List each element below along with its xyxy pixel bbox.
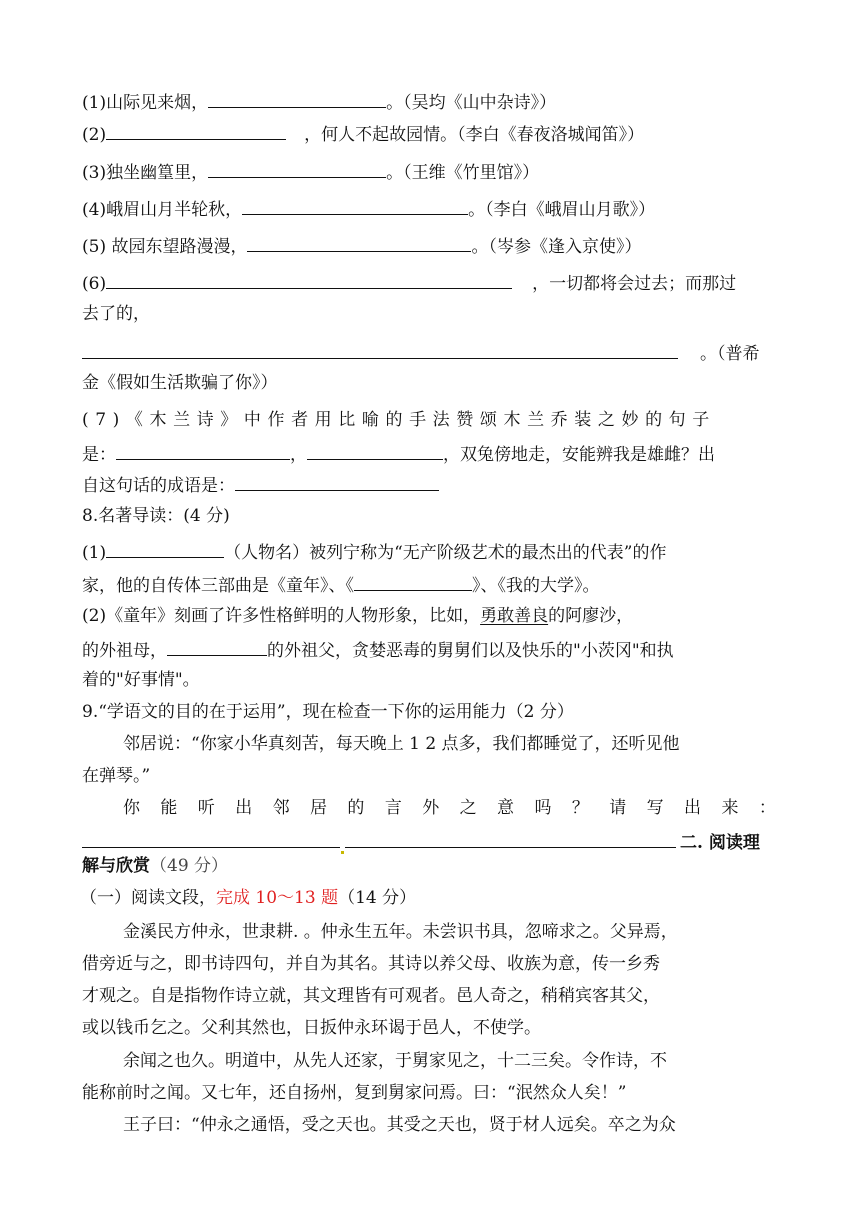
q9-answer-line [82, 829, 760, 854]
passage-p1-l3: 才观之。自是指物作诗立就，其文理皆有可观者。邑人奇之，稍稍宾客其父， [82, 986, 660, 1006]
q1-source: 。（吴均《山中杂诗》） [386, 93, 557, 113]
q5-line [82, 233, 641, 258]
q1-line [82, 89, 556, 114]
q9-para-2: 在弹琴。” [82, 766, 151, 786]
q8-2-text-c: 的外祖母， [82, 641, 167, 661]
q3-line [82, 159, 539, 184]
q8-2-line-3: 着的"好事情"。 [82, 670, 200, 690]
q2-prefix: (2) [82, 125, 107, 145]
q8-1-line-1 [82, 539, 666, 564]
q6-prefix: (6) [82, 274, 107, 294]
q4-prefix: (4)峨眉山月半轮秋， [82, 200, 243, 220]
q7-line-1 [82, 409, 778, 431]
q8-2-line-2 [82, 637, 674, 662]
q8-1-prefix: (1) [82, 543, 107, 563]
q4-line [82, 196, 655, 221]
q9-para-1: 邻居说：“你家小华真刻苦，每天晚上 1 2 点多，我们都睡觉了，还听见他 [123, 734, 680, 754]
subsection-1-label: （一）阅读文段， [80, 888, 216, 908]
q9-answer-blank-1[interactable] [82, 829, 340, 848]
q9-ask [123, 797, 784, 819]
q8-1-text: （人物名）被列宁称为“无产阶级艺术的最杰出的代表”的作 [224, 543, 667, 563]
q6-text-2: 。（普希 [700, 344, 760, 364]
q7-text: ，双兔傍地走，安能辨我是雄雌？出 [443, 445, 715, 465]
q3-prefix: (3)独坐幽篁里， [82, 163, 209, 183]
section-2-heading-b: 解与欣赏 [82, 856, 150, 876]
q8-2-answer-blank[interactable] [167, 637, 267, 656]
passage-p1-l1: 金溪民方仲永，世隶耕. 。仲永生五年。未尝识书具，忽啼求之。父异焉， [123, 922, 678, 942]
q8-2-text: (2)《童年》刻画了许多性格鲜明的人物形象，比如， [82, 606, 481, 626]
q4-answer-blank[interactable] [242, 196, 468, 215]
subsection-1-range: 完成 10～13 题 [216, 888, 339, 908]
q7-comma: ， [290, 445, 307, 465]
q9-title: 9.“学语文的目的在于运用”，现在检查一下你的运用能力（2 分） [82, 702, 574, 722]
q3-answer-blank[interactable] [208, 159, 386, 178]
q6-line-3 [82, 340, 760, 365]
q6-line-2: 去了的， [82, 304, 150, 324]
q8-2-text-d: 的外祖父，贪婪恶毒的舅舅们以及快乐的"小茨冈"和执 [267, 641, 674, 661]
q7-line-3 [82, 472, 439, 497]
q7-line-2 [82, 441, 715, 466]
section-2-score: （49 分） [150, 856, 229, 876]
q7-prompt: (7)《木兰诗》中作者用比喻的手法赞颂木兰乔装之妙的句子 [82, 410, 716, 430]
q5-answer-blank[interactable] [247, 233, 471, 252]
q6-answer-blank-1[interactable] [106, 270, 512, 289]
q1-prefix: (1)山际见来烟， [82, 93, 209, 113]
q8-1-book-blank[interactable] [354, 572, 472, 591]
q1-answer-blank[interactable] [208, 89, 386, 108]
q8-2-text-b: 的阿廖沙， [548, 606, 634, 626]
q6-answer-blank-2[interactable] [82, 340, 678, 359]
subsection-1-heading [80, 887, 416, 909]
passage-p1-l2: 借旁近与之，即书诗四句，并自为其名。其诗以养父母、收族为意，传一乡秀 [82, 954, 660, 974]
q6-text-1: ，一切都将会过去；而那过 [532, 274, 737, 294]
q7-answer-blank-2[interactable] [307, 441, 443, 460]
section-2-heading [82, 855, 228, 877]
q4-source: 。（李白《峨眉山月歌》） [468, 200, 656, 220]
passage-p3-l1: 王子曰：“仲永之通悟，受之天也。其受之天也，贤于材人远矣。卒之为众 [123, 1115, 676, 1135]
q6-line-4: 金《假如生活欺骗了你》） [82, 373, 278, 393]
q7-label: 是： [82, 445, 116, 465]
passage-p2-l2: 能称前时之闻。又七年，还自扬州，复到舅家问焉。曰：“泯然众人矣！” [82, 1083, 627, 1103]
q8-2-line-1 [82, 605, 633, 627]
q6-line-1 [82, 270, 736, 295]
q7-answer-blank-1[interactable] [116, 441, 290, 460]
q8-1-line-2 [82, 572, 600, 597]
marker-dot [341, 851, 344, 854]
q2-answer-blank[interactable] [106, 121, 286, 140]
q7-idiom-blank[interactable] [235, 472, 439, 491]
q8-1-text-2: 家，他的自传体三部曲是《童年》、《 [82, 576, 354, 596]
q5-prefix: (5) 故园东望路漫漫， [82, 237, 248, 257]
q8-title: 8.名著导读：(4 分) [82, 506, 230, 526]
section-2-heading-a: 二. 阅读理 [680, 833, 760, 853]
q2-source: ，何人不起故园情。（李白《春夜洛城闻笛》） [304, 125, 645, 145]
q5-source: 。（岑参《逢入京使》） [471, 237, 642, 257]
passage-p1-l4: 或以钱币乞之。父利其然也，日扳仲永环谒于邑人，不使学。 [82, 1018, 541, 1038]
q2-line [82, 121, 644, 146]
q8-2-underlined: 勇敢善良 [480, 606, 549, 626]
q8-1-answer-blank[interactable] [106, 539, 224, 558]
q9-answer-blank-2[interactable] [345, 829, 676, 848]
q3-source: 。（王维《竹里馆》） [386, 163, 540, 183]
q7-idiom-label: 自这句话的成语是： [82, 476, 235, 496]
subsection-1-score: （14 分） [338, 888, 417, 908]
passage-p2-l1: 余闻之也久。明道中，从先人还家，于舅家见之，十二三矣。令作诗，不 [123, 1051, 667, 1071]
q8-1-text-3: 》、《我的大学》。 [472, 576, 600, 596]
q9-ask-text: 你 能 听 出 邻 居 的 言 外 之 意 吗 ？ 请 写 出 来 ： [123, 798, 784, 818]
